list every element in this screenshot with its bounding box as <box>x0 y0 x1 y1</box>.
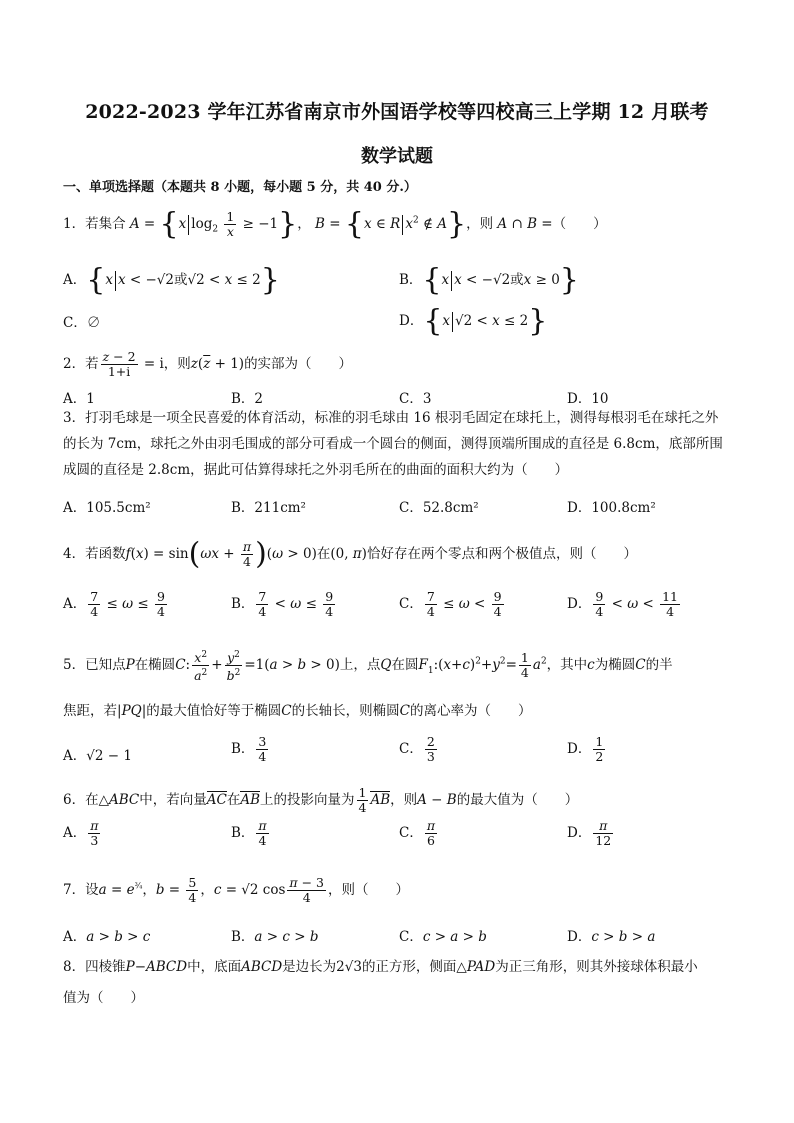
question-7-option-b: B．a > c > b <box>231 929 319 945</box>
question-8-stem: 8．四棱锥P−ABCD中，底面ABCD是边长为2√3的正方形，侧面△PAD为正三角形，则其外接球体积最小 <box>63 959 698 975</box>
page-subtitle: 数学试题 <box>361 146 433 167</box>
question-4-option-d: D． $\frac{9}{4}$ < ω < $\frac{11}{4}$ <box>567 589 679 619</box>
question-3-option-b: B．211cm² <box>231 500 306 516</box>
question-6-option-a: A． $\frac{\pi}{3}$ <box>63 818 99 848</box>
question-7-option-c: C．c > a > b <box>399 929 487 945</box>
question-3-option-a: A．105.5cm² <box>63 500 151 516</box>
question-2-option-a: A．1 <box>63 391 95 407</box>
question-4-stem: 4．若函数f(x) = sin(ωx + $\frac{\pi}{4}$ )(ω > 0)在(0, π)恰好存在两个零点和两个极值点，则（ ） <box>63 536 637 572</box>
question-5-stem-line-2: 焦距，若|PQ|的最大值恰好等于椭圆C的长轴长，则椭圆C的离心率为（ ） <box>63 703 532 719</box>
question-6-option-c: C． $\frac{\pi}{6}$ <box>399 818 436 848</box>
question-1-option-c: C．∅ <box>63 315 101 331</box>
question-2-stem: 2．若 $\frac{z - 2}{1+i}$ = i，则$z(\overline{z} + 1)$的实部为（ ） <box>63 349 353 379</box>
question-2-option-b: B．2 <box>231 391 264 407</box>
question-4-option-b: B． $\frac{7}{4}$ < ω ≤ $\frac{9}{4}$ <box>231 589 334 619</box>
question-7-stem: 7．设$a = e^{\frac{3}{4}}$，b = $\frac{5}{4}$ ，c = √2 cos $\frac{\pi - 3}{4}$ ，则（ ） <box>63 875 409 905</box>
question-1-option-b: B．{x x < −√2或x ≥ 0} <box>399 262 579 298</box>
question-8-stem-line-2: 值为（ ） <box>63 990 144 1006</box>
question-1-option-a: A．{x x < −√2或√2 < x ≤ 2} <box>63 262 280 298</box>
question-7-option-d: D．c > b > a <box>567 929 656 945</box>
question-5-stem: 5．已知点P在椭圆C: $\frac{x^2}{a^2}$ + $\frac{y^2}{b^2}$ =1(a > b > 0)上，点Q在圆$F_1:(x+c)^2+y^2=$ $\frac{1}{4}$ $a^2$，其中c为椭圆C的半 <box>63 650 673 684</box>
question-6-stem: 6．在△ABC中，若向量AC在AB上的投影向量为 $\frac{1}{4}$ AB，则A − B的最大值为（ ） <box>63 785 579 815</box>
section-heading: 一、单项选择题（本题共 8 小题，每小题 5 分，共 40 分.） <box>63 180 417 195</box>
question-5-option-d: D． $\frac{1}{2}$ <box>567 734 604 764</box>
question-1-stem: 1．若集合 A = {x $\log_2$ $\frac{1}{x}$ ≥ −1}， B = {x ∈ R $x^2$ ∉ A}，则 A ∩ B =（ ） <box>63 206 607 242</box>
question-2-option-c: C．3 <box>399 391 432 407</box>
question-5-option-c: C． $\frac{2}{3}$ <box>399 734 435 764</box>
question-6-option-d: D． $\frac{\pi}{12}$ <box>567 818 612 848</box>
question-5-option-a: A．√2 − 1 <box>63 748 132 764</box>
question-5-option-b: B． $\frac{3}{4}$ <box>231 734 267 764</box>
question-3-stem: 3．打羽毛球是一项全民喜爱的体育活动，标准的羽毛球由 16 根羽毛固定在球托上，测得每根羽毛在球托之外 的长为 7cm，球托之外由羽毛围成的部分可看成一个圆台的侧面，测得顶端所围成的直径是 6.8cm，底部所围 成圆的直径是 2.8cm，据此可估算得球托之外羽毛所在的曲面的面积大约为（ ） <box>63 410 723 478</box>
question-4-option-c: C． $\frac{7}{4}$ ≤ ω < $\frac{9}{4}$ <box>399 589 502 619</box>
question-1-option-d: D．{x √2 < x ≤ 2} <box>399 303 548 339</box>
question-2-option-d: D．10 <box>567 391 609 407</box>
question-3-option-d: D．100.8cm² <box>567 500 656 516</box>
page-title: 2022-2023 学年江苏省南京市外国语学校等四校高三上学期 12 月联考 <box>85 101 709 123</box>
question-4-option-a: A． $\frac{7}{4}$ ≤ ω ≤ $\frac{9}{4}$ <box>63 589 165 619</box>
question-7-option-a: A．a > b > c <box>63 929 151 945</box>
question-3-option-c: C．52.8cm² <box>399 500 479 516</box>
question-6-option-b: B． $\frac{\pi}{4}$ <box>231 818 267 848</box>
